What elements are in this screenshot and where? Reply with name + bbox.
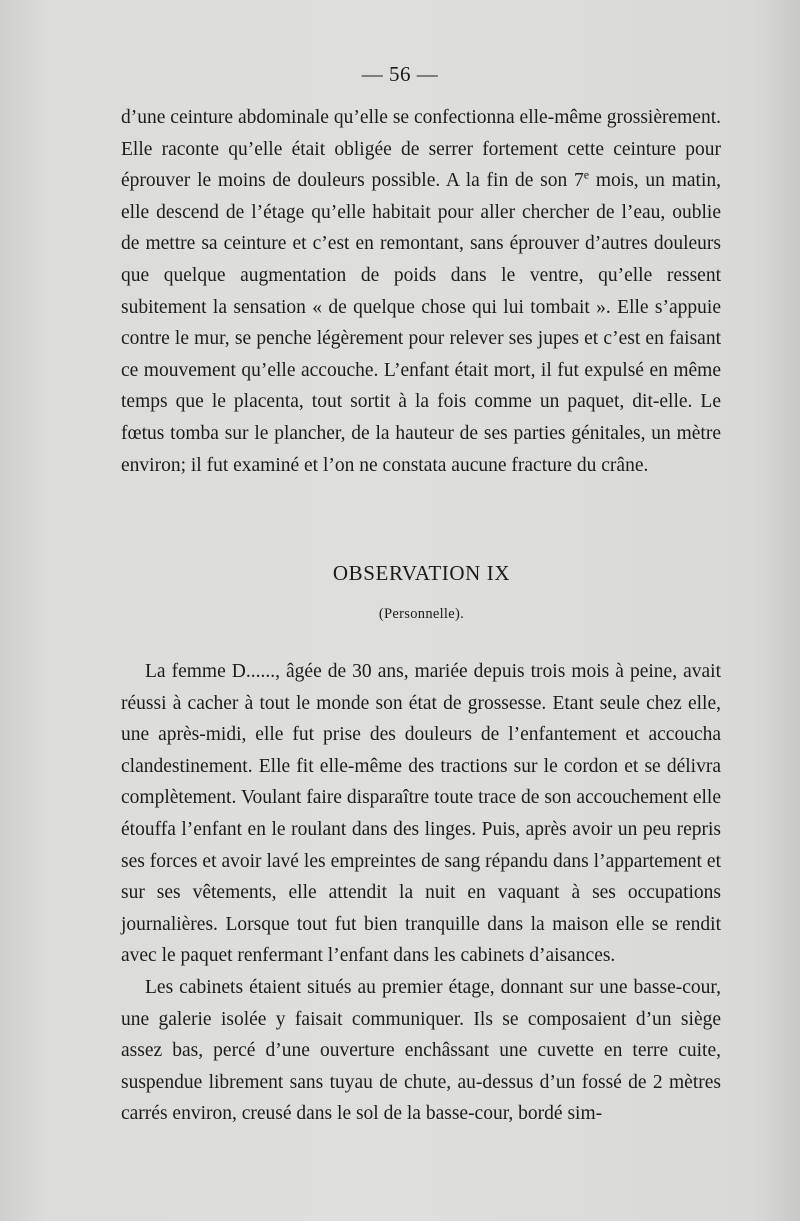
- paragraph-observation-2: Les cabinets étaient situés au premier étage, donnant sur une basse-cour, une galerie isolée y faisait communiquer. Ils se composaient d’un siège assez bas, percé d’une ouverture enchâssant une cuvette en terre cuite, suspendue librement sans tuyau de chute, au-dessus d’un fossé de 2 mètres carrés environ, creusé dans le sol de la basse-cour, bordé sim-: [121, 976, 721, 1125]
- page-number: — 56 —: [361, 62, 439, 86]
- superscript-e: e: [583, 167, 590, 182]
- paragraph-text-part-1: d’une ceinture abdominale qu’elle se confectionna elle-même grossièrement. Elle raconte qu’elle était obligée de serrer fortement cette ceinture pour éprouver le moins de douleurs possible. A la fin de son 7: [121, 107, 721, 192]
- paragraph-observation-1: La femme D......, âgée de 30 ans, mariée depuis trois mois à peine, avait réussi à cacher à tout le monde son état de grossesse. Etant seule chez elle, une après-midi, elle fut prise des douleurs de l’enfantement et accoucha clandestinement. Elle fit elle-même des tractions sur le cordon et se délivra complètement. Voulant faire disparaître toute trace de son accouchement elle étouffa l’enfant en le roulant dans des linges. Puis, après avoir un peu repris ses forces et avoir lavé les empreintes de sang répandu dans l’appartement et sur ses vêtements, elle attendit la nuit en vaquant à ses occupations journalières. Lorsque tout fut bien tranquille dans la maison elle se rendit avec le paquet renfermant l’enfant dans les cabinets d’aisances.: [121, 661, 721, 967]
- text-block-top: [121, 102, 721, 481]
- paragraph-continuation: [121, 102, 721, 481]
- observation-subheading: (Personnelle).: [378, 606, 465, 622]
- observation-heading: OBSERVATION IX: [332, 561, 511, 585]
- paragraph-text-part-2: mois, un matin, elle descend de l’étage qu’elle habitait pour aller chercher de l’eau, oublie de mettre sa ceinture et c’est en remontant, sans éprouver d’autres douleurs que quelque augmentation de poids dans le ventre, qu’elle ressent subitement la sensation « de quelque chose qui lui tombait ». Elle s’appuie contre le mur, se penche légèrement pour relever ses jupes et c’est en faisant ce mouvement qu’elle accouche. L’enfant était mort, il fut expulsé en même temps que le placenta, tout sortit à la fois comme un paquet, dit-elle. Le fœtus tomba sur le plancher, de la hauteur de ses parties génitales, un mètre environ; il fut examiné et l’on ne constata aucune fracture du crâne.: [121, 170, 721, 476]
- text-block-bottom: [121, 656, 721, 1130]
